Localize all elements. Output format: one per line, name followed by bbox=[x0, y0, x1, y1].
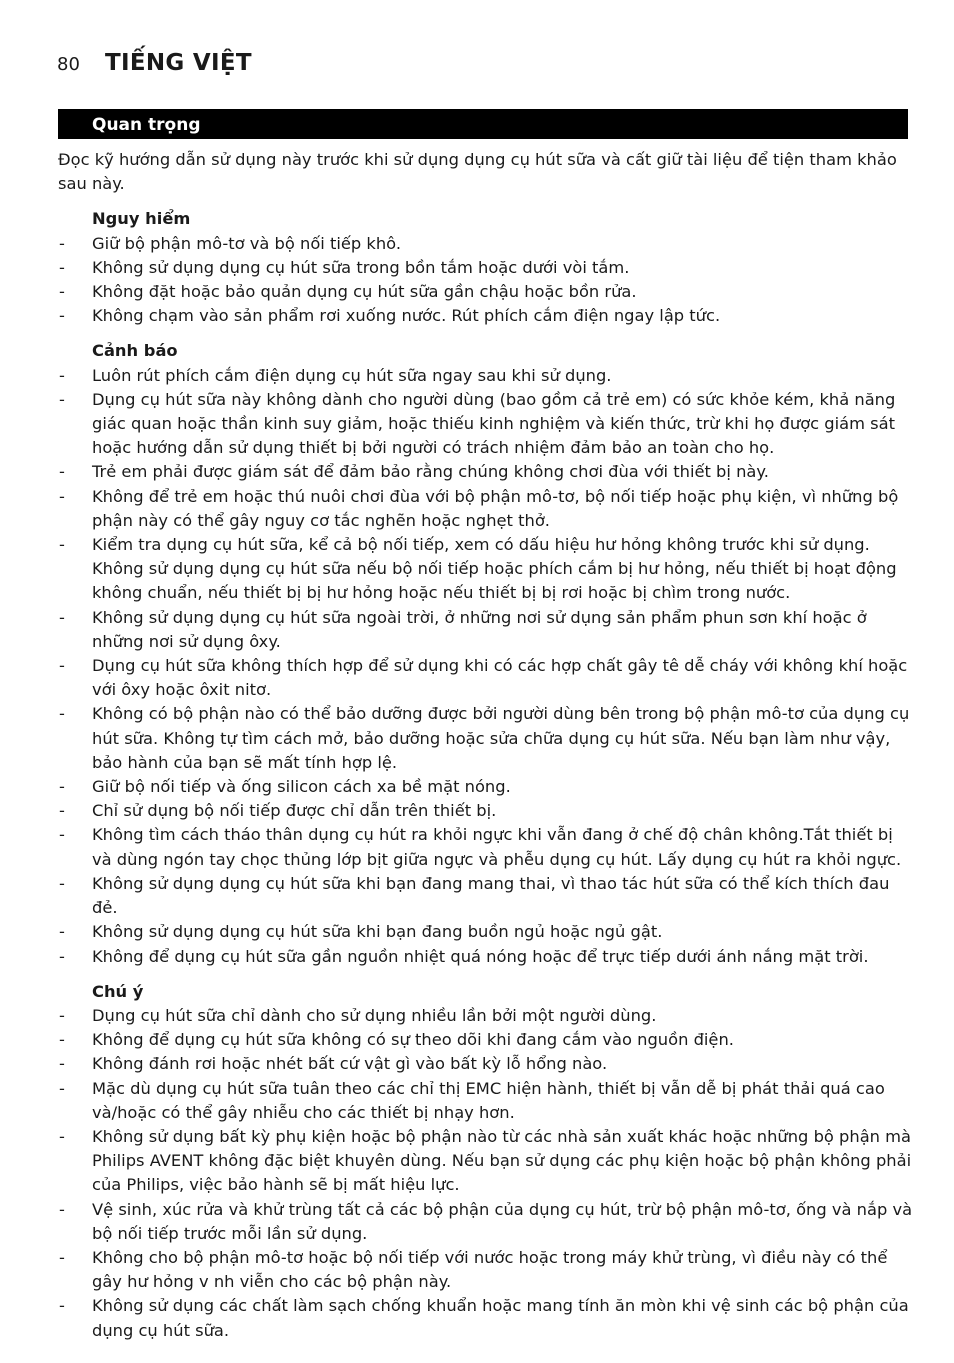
list-item: - Không sử dụng các chất làm sạch chống khuẩn hoặc mang tính ăn mòn khi vệ sinh các bộ phận của dụng cụ hút sữa. bbox=[58, 1294, 913, 1342]
danger-list bbox=[58, 232, 913, 329]
document-body bbox=[58, 148, 913, 1354]
caution-list bbox=[58, 1004, 913, 1343]
list-item: - Không sử dụng bất kỳ phụ kiện hoặc bộ phận nào từ các nhà sản xuất khác hoặc những bộ phận mà Philips AVENT không đặc biệt khuyên dùng. Nếu bạn sử dụng các phụ kiện hoặc bộ phận không phải của Philips, việc bảo hành sẽ bị mất hiệu lực. bbox=[58, 1125, 913, 1198]
list-item: - Dụng cụ hút sữa không thích hợp để sử dụng khi có các hợp chất gây tê dễ cháy với không khí hoặc với ôxy hoặc ôxit nitơ. bbox=[58, 654, 913, 702]
list-item: - Không sử dụng dụng cụ hút sữa ngoài trời, ở những nơi sử dụng sản phẩm phun sơn khí hoặc ở những nơi sử dụng ôxy. bbox=[58, 606, 913, 654]
list-item: - Dụng cụ hút sữa này không dành cho người dùng (bao gồm cả trẻ em) có sức khỏe kém, khả năng giác quan hoặc thần kinh suy giảm, hoặc thiếu kinh nghiệm và kiến thức, trừ khi họ được giám sát hoặc hướng dẫn sử dụng thiết bị bởi người có trách nhiệm đảm bảo an toàn cho họ. bbox=[58, 388, 913, 461]
list-item: - Luôn rút phích cắm điện dụng cụ hút sữa ngay sau khi sử dụng. bbox=[58, 364, 913, 388]
section-title-bar bbox=[58, 109, 908, 139]
section-title: Quan trọng bbox=[92, 115, 201, 135]
list-item: - Không cho bộ phận mô-tơ hoặc bộ nối tiếp với nước hoặc trong máy khử trùng, vì điều này có thể gây hư hỏng v nh viễn cho các bộ phận này. bbox=[58, 1246, 913, 1294]
list-item: - Không sử dụng dụng cụ hút sữa khi bạn đang mang thai, vì thao tác hút sữa có thể kích thích đau đẻ. bbox=[58, 872, 913, 920]
list-item: - Không đánh rơi hoặc nhét bất cứ vật gì vào bất kỳ lỗ hổng nào. bbox=[58, 1052, 913, 1076]
list-item: - Kiểm tra dụng cụ hút sữa, kể cả bộ nối tiếp, xem có dấu hiệu hư hỏng không trước khi sử dụng. Không sử dụng dụng cụ hút sữa nếu bộ nối tiếp hoặc phích cắm bị hư hỏng, nếu thiết bị hoạt động không chuẩn, nếu thiết bị bị hư hỏng hoặc nếu thiết bị bị rơi hoặc bị chìm trong nước. bbox=[58, 533, 913, 606]
list-item: - Không để trẻ em hoặc thú nuôi chơi đùa với bộ phận mô-tơ, bộ nối tiếp hoặc phụ kiện, vì những bộ phận này có thể gây nguy cơ tắc nghẽn hoặc nghẹt thở. bbox=[58, 485, 913, 533]
list-item: - Giữ bộ nối tiếp và ống silicon cách xa bề mặt nóng. bbox=[58, 775, 913, 799]
list-item: - Giữ bộ phận mô-tơ và bộ nối tiếp khô. bbox=[58, 232, 913, 256]
list-item: - Không chạm vào sản phẩm rơi xuống nước. Rút phích cắm điện ngay lập tức. bbox=[58, 304, 913, 328]
list-item: - Vệ sinh, xúc rửa và khử trùng tất cả các bộ phận của dụng cụ hút, trừ bộ phận mô-tơ, ống và nắp và bộ nối tiếp trước mỗi lần sử dụng. bbox=[58, 1198, 913, 1246]
caution-heading: Chú ý bbox=[92, 981, 144, 1001]
list-item: - Không có bộ phận nào có thể bảo dưỡng được bởi người dùng bên trong bộ phận mô-tơ của dụng cụ hút sữa. Không tự tìm cách mở, bảo dưỡng hoặc sửa chữa dụng cụ hút sữa. Nếu bạn làm như vậy, bảo hành của bạn sẽ mất tính hợp lệ. bbox=[58, 702, 913, 775]
warning-list bbox=[58, 364, 913, 969]
list-item: - Mặc dù dụng cụ hút sữa tuân theo các chỉ thị EMC hiện hành, thiết bị vẫn dễ bị phát thải quá cao và/hoặc có thể gây nhiễu cho các thiết bị nhạy hơn. bbox=[58, 1077, 913, 1125]
page-number: 80 bbox=[57, 54, 80, 75]
list-item: - Chỉ sử dụng bộ nối tiếp được chỉ dẫn trên thiết bị. bbox=[58, 799, 913, 823]
page-header bbox=[57, 50, 252, 76]
intro-paragraph: Đọc kỹ hướng dẫn sử dụng này trước khi sử dụng dụng cụ hút sữa và cất giữ tài liệu để tiện tham khảo sau này. bbox=[58, 150, 897, 194]
list-item: - Trẻ em phải được giám sát để đảm bảo rằng chúng không chơi đùa với thiết bị này. bbox=[58, 460, 913, 484]
list-item: - Dụng cụ hút sữa chỉ dành cho sử dụng nhiều lần bởi một người dùng. bbox=[58, 1004, 913, 1028]
list-item: - Không để dụng cụ hút sữa không có sự theo dõi khi đang cắm vào nguồn điện. bbox=[58, 1028, 913, 1052]
language-title: TIẾNG VIỆT bbox=[105, 50, 252, 76]
danger-heading: Nguy hiểm bbox=[92, 209, 191, 229]
list-item: - Không để dụng cụ hút sữa gần nguồn nhiệt quá nóng hoặc để trực tiếp dưới ánh nắng mặt trời. bbox=[58, 945, 913, 969]
list-item: - Không đặt hoặc bảo quản dụng cụ hút sữa gần chậu hoặc bồn rửa. bbox=[58, 280, 913, 304]
warning-heading: Cảnh báo bbox=[92, 341, 178, 361]
list-item: - Không tìm cách tháo thân dụng cụ hút ra khỏi ngực khi vẫn đang ở chế độ chân không.Tắt thiết bị và dùng ngón tay chọc thủng lớp bịt giữa ngực và phễu dụng cụ hút. Lấy dụng cụ hút ra khỏi ngực. bbox=[58, 823, 913, 871]
list-item: - Không sử dụng dụng cụ hút sữa khi bạn đang buồn ngủ hoặc ngủ gật. bbox=[58, 920, 913, 944]
list-item: - Không sử dụng dụng cụ hút sữa trong bồn tắm hoặc dưới vòi tắm. bbox=[58, 256, 913, 280]
